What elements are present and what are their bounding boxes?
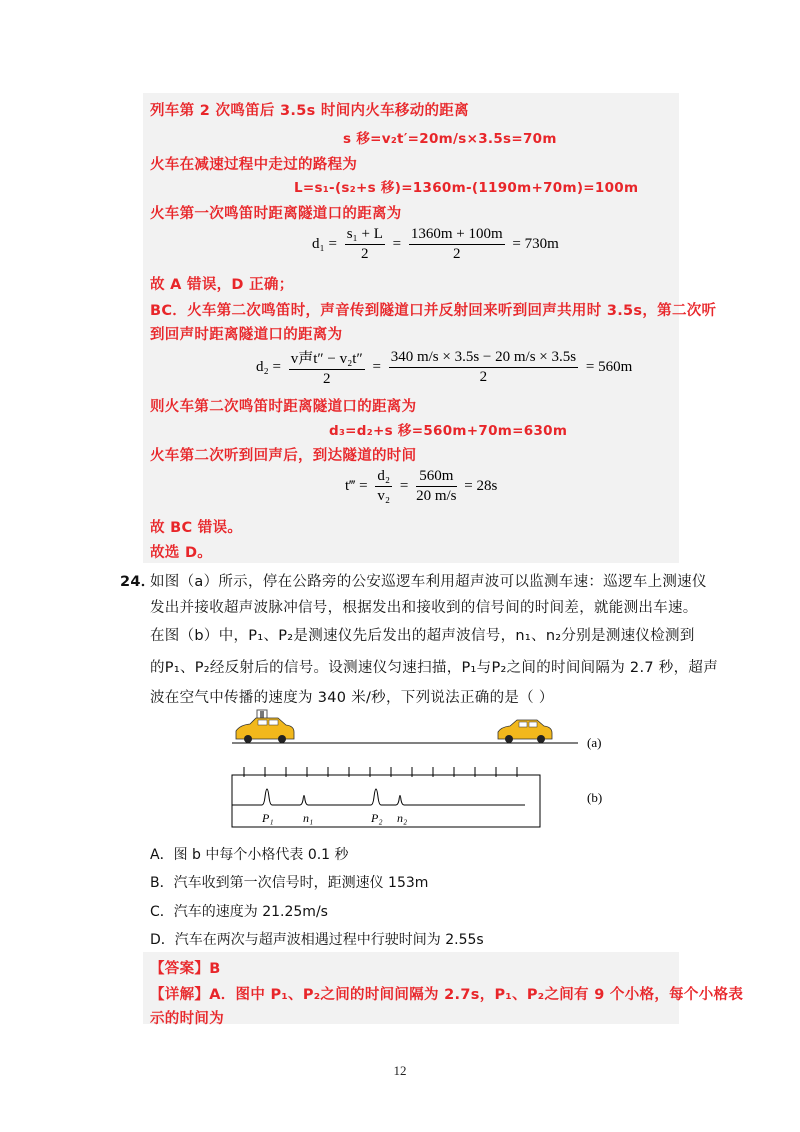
label-n1: n₁ bbox=[303, 811, 314, 825]
equation-L: L=s₁-(s₂+s 移)=1360m-(1190m+70m)=100m bbox=[294, 180, 639, 196]
option-a: A．图 b 中每个小格代表 0.1 秒 bbox=[150, 847, 349, 863]
question-line-5: 波在空气中传播的速度为 340 米/秒，下列说法正确的是（ ） bbox=[150, 690, 554, 706]
solution-line-3: 火车第一次鸣笛时距离隧道口的距离为 bbox=[150, 206, 402, 222]
detail-line-2: 示的时间为 bbox=[150, 1011, 224, 1027]
solution-line-9: 故 BC 错误。 bbox=[150, 520, 243, 536]
solution-line-5: BC．火车第二次鸣笛时，声音传到隧道口并反射回来听到回声共用时 3.5s，第二次听 bbox=[150, 303, 717, 319]
question-line-4: 的P₁、P₂经反射后的信号。设测速仪匀速扫描，P₁与P₂之间的时间间隔为 2.7 秒，超声 bbox=[150, 660, 719, 676]
solution-line-2: 火车在减速过程中走过的路程为 bbox=[150, 157, 358, 173]
answer-label: 【答案】B bbox=[150, 961, 221, 977]
option-b: B．汽车收到第一次信号时，距测速仪 153m bbox=[150, 875, 429, 891]
figure-label-a: (a) bbox=[587, 735, 602, 750]
solution-line-8: 火车第二次听到回声后，到达隧道的时间 bbox=[150, 448, 417, 464]
solution-line-4: 故 A 错误，D 正确； bbox=[150, 277, 294, 293]
detail-line-1: 【详解】A．图中 P₁、P₂之间的时间间隔为 2.7s，P₁、P₂之间有 9 个小格，每个小格表 bbox=[150, 987, 744, 1003]
solution-line-7: 则火车第二次鸣笛时距离隧道口的距离为 bbox=[150, 399, 417, 415]
equation-s-move: s 移=v₂t′=20m/s×3.5s=70m bbox=[343, 131, 557, 147]
label-p2: P₂ bbox=[371, 811, 383, 825]
figure-label-b: (b) bbox=[587, 790, 603, 805]
solution-line-1: 列车第 2 次鸣笛后 3.5s 时间内火车移动的距离 bbox=[150, 103, 469, 119]
signal-trace bbox=[232, 789, 525, 805]
equation-t: t‴ = $\frac{\text{d₂}}{\text{v₂}}$ = $\frac{560m}{20 m/s}$ = 28s bbox=[345, 468, 498, 504]
question-number: 24． bbox=[120, 574, 156, 590]
equation-d2: d₂ = $\frac{\text{v声t″ − v₂t″}}{2}$ = $\frac{340 m/s \times 3.5s - 20 m/s \times 3.5s}{2}$ = 560m bbox=[256, 349, 633, 387]
option-d: D．汽车在两次与超声波相遇过程中行驶时间为 2.55s bbox=[150, 932, 484, 948]
solution-line-6: 到回声时距离隧道口的距离为 bbox=[150, 327, 343, 343]
car-icon bbox=[498, 720, 552, 743]
equation-d1: d₁ = $\frac{\text{s₁ + L}}{2}$ = $\frac{1360m + 100m}{2}$ = 730m bbox=[312, 226, 559, 262]
label-n2: n₂ bbox=[397, 811, 408, 825]
question-line-3: 在图（b）中，P₁、P₂是测速仪先后发出的超声波信号，n₁、n₂分别是测速仪检测到 bbox=[150, 628, 695, 644]
solution-line-10: 故选 D。 bbox=[150, 545, 213, 561]
label-p1: P₁ bbox=[262, 811, 274, 825]
option-c: C．汽车的速度为 21.25m/s bbox=[150, 904, 328, 920]
question-line-2: 发出并接收超声波脉冲信号，根据发出和接收到的信号间的时间差，就能测出车速。 bbox=[150, 600, 698, 616]
equation-d3: d₃=d₂+s 移=560m+70m=630m bbox=[329, 423, 568, 439]
police-car-icon bbox=[236, 710, 294, 743]
question-line-1: 如图（a）所示，停在公路旁的公安巡逻车利用超声波可以监测车速：巡逻车上测速仪 bbox=[150, 574, 707, 590]
ultrasonic-figure bbox=[220, 705, 640, 835]
page-number: 12 bbox=[393, 1063, 407, 1078]
scan-panel bbox=[232, 775, 540, 827]
